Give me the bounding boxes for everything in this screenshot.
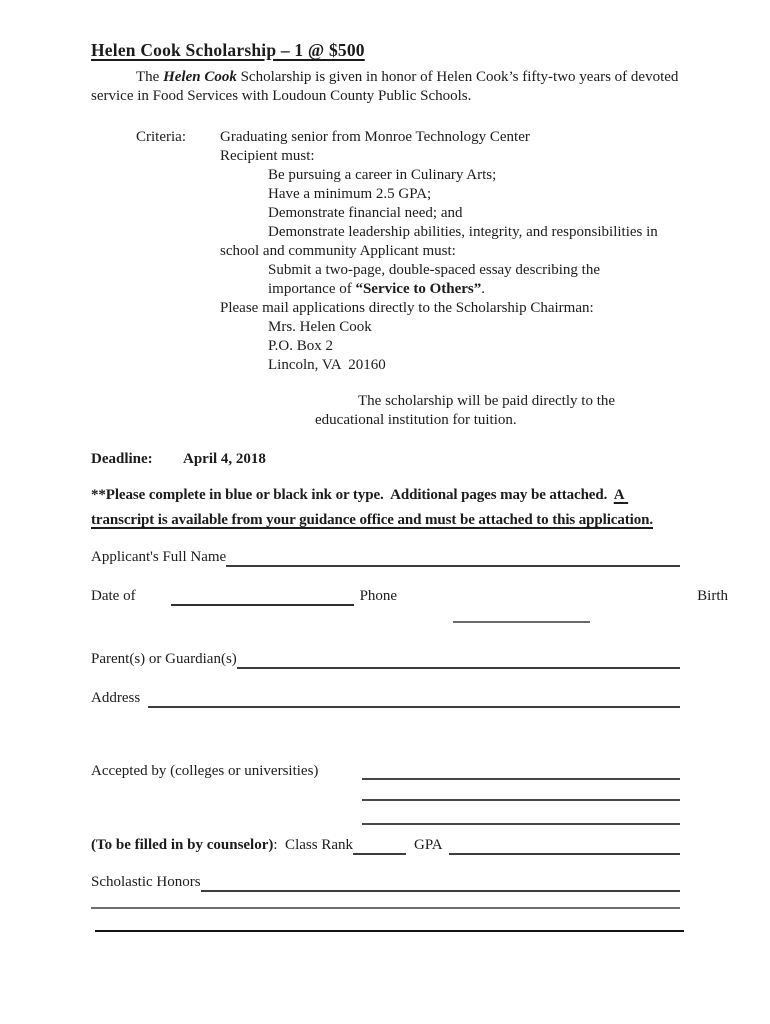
payment-note-text: The scholarship will be paid directly to the xyxy=(358,393,616,409)
essay-requirement-line1: Submit a two-page, double-spaced essay describing the xyxy=(268,262,600,278)
scholastic-honors-label: Scholastic Honors xyxy=(91,874,201,890)
class-rank-input-line[interactable] xyxy=(353,836,406,855)
criteria-item: Be pursuing a career in Culinary Arts; xyxy=(268,167,497,183)
criteria-item: Demonstrate leadership abilities, integrity, and responsibilities in xyxy=(268,224,658,240)
accepted-by-row xyxy=(91,762,680,825)
instructions-underlined: A transcript is available from your guidance office and must be attached to this application. xyxy=(91,487,654,528)
intro-scholarship-name: Helen Cook xyxy=(163,69,237,85)
instructions-paragraph xyxy=(91,483,680,533)
criteria-item: Demonstrate financial need; and xyxy=(268,205,463,221)
essay-line2-post: . xyxy=(481,281,486,297)
criteria-label: Criteria: xyxy=(136,129,186,145)
recipient-must-heading: Recipient must: xyxy=(220,148,315,164)
date-of-birth-input-line[interactable] xyxy=(171,587,354,606)
full-name-row xyxy=(91,548,680,567)
chairman-name: Mrs. Helen Cook xyxy=(268,319,372,335)
phone-label: Phone xyxy=(359,588,398,604)
full-name-input-line[interactable] xyxy=(226,548,680,567)
criteria-item: Have a minimum 2.5 GPA; xyxy=(268,186,432,202)
scholastic-honors-input-line[interactable] xyxy=(201,873,680,892)
essay-requirement-line2 xyxy=(268,280,680,299)
phone-input-line[interactable] xyxy=(453,621,590,623)
scholarship-title: Helen Cook Scholarship – 1 @ $500 xyxy=(91,40,365,60)
class-rank-label: : Class Rank xyxy=(273,837,353,853)
parents-row xyxy=(91,650,680,669)
mail-instruction-line: Please mail applications directly to the Scholarship Chairman: xyxy=(220,300,594,316)
chairman-po-box: P.O. Box 2 xyxy=(268,338,334,354)
accepted-by-lines xyxy=(362,762,680,825)
counselor-bold-label: (To be filled in by counselor) xyxy=(91,837,274,853)
date-of-birth-row xyxy=(91,587,728,606)
intro-rest: Scholarship is given in honor of Helen Cook’s fifty-two years of devoted service in Food Services with Loudoun County Public Schools. xyxy=(91,69,679,104)
service-to-others-phrase: “Service to Others” xyxy=(355,281,482,297)
address-row xyxy=(91,689,680,708)
gpa-input-line[interactable] xyxy=(449,836,680,855)
birth-label: Birth xyxy=(697,588,728,604)
deadline-label: Deadline: xyxy=(91,451,153,467)
full-name-label: Applicant's Full Name xyxy=(91,549,227,565)
criteria-section xyxy=(91,128,680,375)
essay-line2-pre: importance of xyxy=(268,281,356,297)
accepted-by-input-line-3[interactable] xyxy=(362,801,680,825)
gpa-label: GPA xyxy=(413,837,443,853)
intro-paragraph xyxy=(91,68,680,106)
deadline-value: April 4, 2018 xyxy=(183,451,266,467)
criteria-row xyxy=(136,128,680,147)
accepted-by-input-line-1[interactable] xyxy=(362,762,680,780)
accepted-by-label: Accepted by (colleges or universities) xyxy=(91,763,319,779)
accepted-by-input-line-2[interactable] xyxy=(362,780,680,801)
counselor-row xyxy=(91,836,680,855)
criteria-wrap-line: school and community Applicant must: xyxy=(220,243,456,259)
deadline-row xyxy=(91,450,680,469)
date-of-label: Date of xyxy=(91,588,136,604)
payment-note-text2: educational institution for tuition. xyxy=(315,412,517,428)
parents-label: Parent(s) or Guardian(s) xyxy=(91,651,237,667)
intro-lead: The xyxy=(136,69,164,85)
parents-input-line[interactable] xyxy=(237,650,680,669)
instructions-bold: **Please complete in blue or black ink or type. Additional pages may be attached. xyxy=(91,487,614,503)
scholastic-honors-extra-line-2[interactable] xyxy=(95,930,684,932)
scholastic-honors-row xyxy=(91,873,680,892)
scholastic-honors-extra-line-1[interactable] xyxy=(91,907,680,909)
chairman-city-state-zip: Lincoln, VA 20160 xyxy=(268,357,386,373)
address-input-line[interactable] xyxy=(148,689,680,708)
criteria-first-line: Graduating senior from Monroe Technology Center xyxy=(220,129,530,145)
payment-note xyxy=(315,392,680,430)
address-label: Address xyxy=(91,690,141,706)
